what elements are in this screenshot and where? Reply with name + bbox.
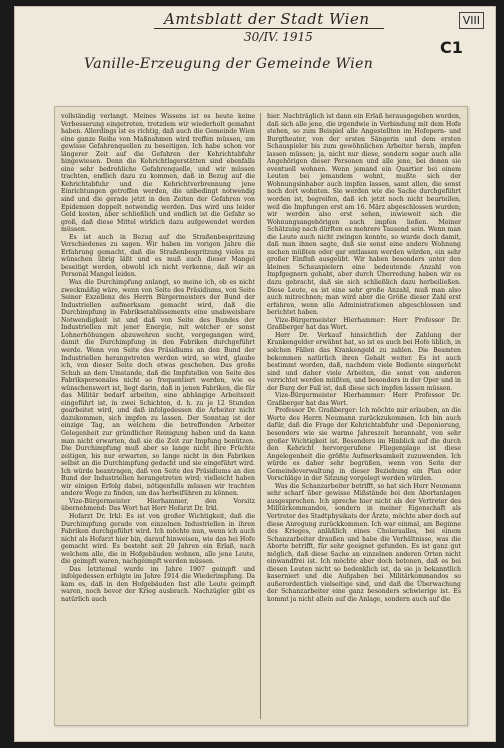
handwritten-source: Amtsblatt der Stadt Wien bbox=[164, 10, 370, 28]
paragraph: Was die Schanzarbeiter betrifft, so hat sich Herr Neumann sehr scharf über gewisse Mißstände bei den Abortanlagen ausgesprochen. Ich spreche hier nicht als der Vertreter des Militärkommandos, sondern in meiner Eigenschaft als Vertreter des Stadtphysikats der Ärzte, möchte aber doch auf diese Anregung zurückkommen. Ich war einmal, am Beginne des Krieges, anläßlich eines Choleraalles, bei einem Schanzarbeiter draußen und habe die Verhältnisse, was die Aborte betrifft, für sehr geeignet gefunden. Es ist ganz gut möglich, daß diese Sache an einzelnen anderen Orten nicht einwandfrei ist. Ich möchte aber doch betonen, daß es bei diesen Leuten nicht so bedenklich ist, da sie ja bekanntlich kaserniert und die Aufgaben bei Militärkommandos so außerordentlich vielseitige sind, und daß die Überwachung der Schanzarbeiter eine ganz besonders schwierige ist. Es kommt ja nicht allein auf die Anlage, sondern auch auf die bbox=[267, 482, 461, 603]
catalog-mark: C1 bbox=[440, 38, 463, 57]
paragraph: Vize-Bürgermeister Hierhammer: Herr Professor Dr. Graßberger hat das Wort. bbox=[267, 392, 461, 407]
column-divider bbox=[260, 113, 261, 719]
paragraph: Herr Dr. Verkauf hinsichtlich der Zahlung der Krankengelder erwähnt hat, so ist es auch bei Hofe üblich, in solchen Fällen das Krankengeld zu zahlen. Die Beamten bekommen natürlich ihren Gehalt weiter. Es ist auch bestimmt worden, daß, nachdem viele Bediente eingerückt sind und daher viele Arbeiten, die sonst von anderen verrichtet werden müßten, und besonders in der Oper und in der Burg der Fall ist, daß diese sich impfen lassen müssen. bbox=[267, 331, 461, 392]
handwritten-date: 30/IV. 1915 bbox=[244, 30, 313, 44]
paragraph: Was die Durchimpfung anlangt, so meine ich, ob es nicht zweckmäßig wäre, wenn von Seite des Präsidiums, von Seite Seiner Exzellenz des Herrn Bürgermeisters der Bund der Industriellen aufmerksam gemacht wird, daß die Durchimpfung in Fabriksetablissements eine unabweisbare Notwendigkeit ist und daß von Seite des Bundes der Industriellen mit jener Energie, mit welcher er sonst Lohnerhöhungen abzuwehren sucht, vorgegangen wird, damit die Durchimpfung in den Fabriken durchgeführt werde. Wenn von Seite des Präsidiums an den Bund der Industriellen herangetreten werden wird, so wird, glaube ich, von dieser Seite doch etwas geschehen. Das große Schuh an dem Umstande, daß die Impfstellen von Seite des Fabrikspersonales nicht so frequentiert werden, wie es wünschenswert ist, liegt darin, daß in jenen Fabriken, die für das Militär bedarf arbeiten, eine abhängige Arbeitszeit eingeführt ist, in zwei Schichten, d. h. zu je 12 Stunden gearbeitet wird, und daß infolgedessen die Arbeiter nicht dazukommen, sich impfen zu lassen. Der Sonntag ist der einzige Tag, an welchem die betreffenden Arbeiter Gelegenheit zur gründlicher Reinigung haben und da kann man nicht erwarten, daß sie die Zeit zur Impfung benützen. Die Durchimpfung muß aber so lange nicht ihre Früchte zeitigen, bis nur erwarten, so lange nicht in den Fabriken selbst an die Durchimpfung gedacht und sie eingeführt wird. Ich würde beantragen, daß von Seite des Präsidiums an den Bund der Industriellen herangetreten wird; vielleicht haben wir einigen Erfolg dabei, nötigenfalls müssen wir trachten andere Wege zu finden, um das herbeiführen zu können. bbox=[61, 279, 255, 498]
paragraph: Professor Dr. Graßberger: Ich möchte mir erlauben, an die Worte des Herrn Neumann zurückzukommen. Ich bin auch dafür, daß die Frage der Kehrichtabfuhr und -Deponierung, besonders wie sie warme Jahreszeit herannaht, von sehr großer Wichtigkeit ist. Besonders im Hinblick auf die durch den Kehricht hervorgerufene Fliegenplage ist diese Angelegenheit die größte Aufmerksamkeit zuzuwenden. Ich würde es daher sehr begrüßen, wenn von Seite der Gemeindeverwaltung in dieser Beziehung ein Plan oder Vorschläge in der Sitzung vorgelegt werden würden. bbox=[267, 407, 461, 483]
paragraph: vollständig verlangt. Meines Wissens ist es heute keine Verbesserung eingetreten, trotzdem wir wiederholt gemahnt haben. Allerdings ist es richtig, daß auch die Gemeinde Wien eine ganze Reihe von Maßnahmen wird treffen müssen, um gewisse Gefahrenquellen zu beseitigen. Ich habe schon vor längerer Zeit auf die Gefahren der Kehrichtabfuhr hingewiesen. Denn die Kehrichtlagerstätten sind ebenfalls eine sehr bedrohliche Gefahrenquelle, und wir müssen trachten, endlich dazu zu kommen, daß in Bezug auf die Kehrichtabfuhr und die Kehrichtverbrennung jene Einrichtungen getroffen werden, die unbedingt notwendig sind und die gerade jetzt in den Zeiten der Gefahren von Epidemien doppelt notwendig werden. Das wird uns leider Geld kosten, aber schließlich und endlich ist die Gefahr so groß, daß diese Mittel wirklich dazu aufgewendet werden müssen. bbox=[61, 113, 255, 234]
handwritten-subject: Vanille-Erzeugung der Gemeinde Wien bbox=[84, 56, 374, 72]
source-underline bbox=[154, 28, 384, 29]
paragraph: Hofarzt Dr. Irkl: Es ist von großer Wichtigkeit, daß die Durchimpfung gerade von einzelnen Industriellen in ihren Fabriken durchgeführt wird. Ich möchte nun, wenn ich auch nicht als Hofarzt hier bin, darauf hinweisen, wie das bei Hofe gemacht wird. Es besteht seit 20 Jahren ein Erlaß, nach welchem alle, die in Hofgebäuden wohnen, alle jene Leute, die geimpft waren, nachgeimpft werden müssen. bbox=[61, 512, 255, 566]
archive-sheet bbox=[14, 6, 496, 742]
corner-stamp: VIII bbox=[459, 12, 484, 29]
newspaper-clipping bbox=[54, 106, 468, 726]
paragraph: Es ist auch in Bezug auf die Straßenbespritzung Verschiedenes zu sagen. Wir haben im vorigen Jahre die Erfahrung gemacht, daß die Straßenbespritzung vieles zu wünschen übrig läßt und es muß auch dieser Mangel beseitigt werden, obwohl ich nicht verkenne, daß wir an Personal Mangel leiden. bbox=[61, 233, 255, 279]
paragraph: Vize-Bürgermeister Hierhammer: Herr Professor Dr. Graßberger hat das Wort. bbox=[267, 316, 461, 332]
paragraph: hier. Nachträglich ist dann ein Erlaß herausgegeben worden, daß sich alle jene, die irgendwie in Verbindung mit dem Hofe stehen, so zum Beispiel alle Angestellten im Hofopern- und Burgtheater, von der ersten Sängerin und dem ersten Schauspieler bis zum gewöhnlichen Arbeiter herab, impfen lassen müssen; ja, nicht nur diese, sondern sogar auch alle Angehörigen dieser Personen und alle jene, bei denen sie eventuell wohnen. Wenn jemand ein Quartier bei einem Leuten bei jemandem wohnt, mußte sich der Wohnungsinhaber auch impfen lassen, samt allen, die sonst noch dort wohnten. Sie werden wie die Sache durchgeführt worden ist, begreifen, daß ich jetzt noch nicht beurteilen, weil die Impfungen erst am 16. März abgeschlossen wurden; wir werden also erst sehen, inwieweit sich die Wohnungsangehörigen auch impfen ließen. Meiner Schätzung nach dürften es mehrere Tausend sein. Wenn man die Leute auch nicht zwingen konnte, so wurde doch damit, daß man ihnen sagte, daß sie sonst eine andere Wohnung suchen müßten oder gar entlassen werden würden, ein sehr großer Einfluß ausgeübt. Wir haben besonders unter den kleinen Schauspielern eine bedeutende Anzahl von Impfgegnern gehabt, aber durch Überredung haben wir es dazu gebracht, daß sie sich schließlich dazu herbeiließen. Diese Leute, es ist eine sehr große Anzahl, muß man also auch mitrechnen; man wird aber die Größe dieser Zahl erst erfahren, wenn alle Administrationen abgeschlossen und berichtet haben. bbox=[267, 113, 461, 317]
paragraph: Vize-Bürgermeister Hierhammer, den Vorsitz übernehmend: Das Wort hat Herr Hofarzt Dr. Irkl. bbox=[61, 497, 255, 513]
right-column bbox=[267, 113, 461, 719]
left-column bbox=[61, 113, 255, 719]
paragraph: Das letztemal wurde im Jahre 1907 geimpft und infolgedessen erfolgte im Jahre 1914 die Wiederimpfung. Da kam es, daß in den Hofgebäuden fast alle Leute geimpft waren, noch bevor der Krieg ausbrach. Nachzügler gibt es natürlich auch bbox=[61, 565, 255, 603]
